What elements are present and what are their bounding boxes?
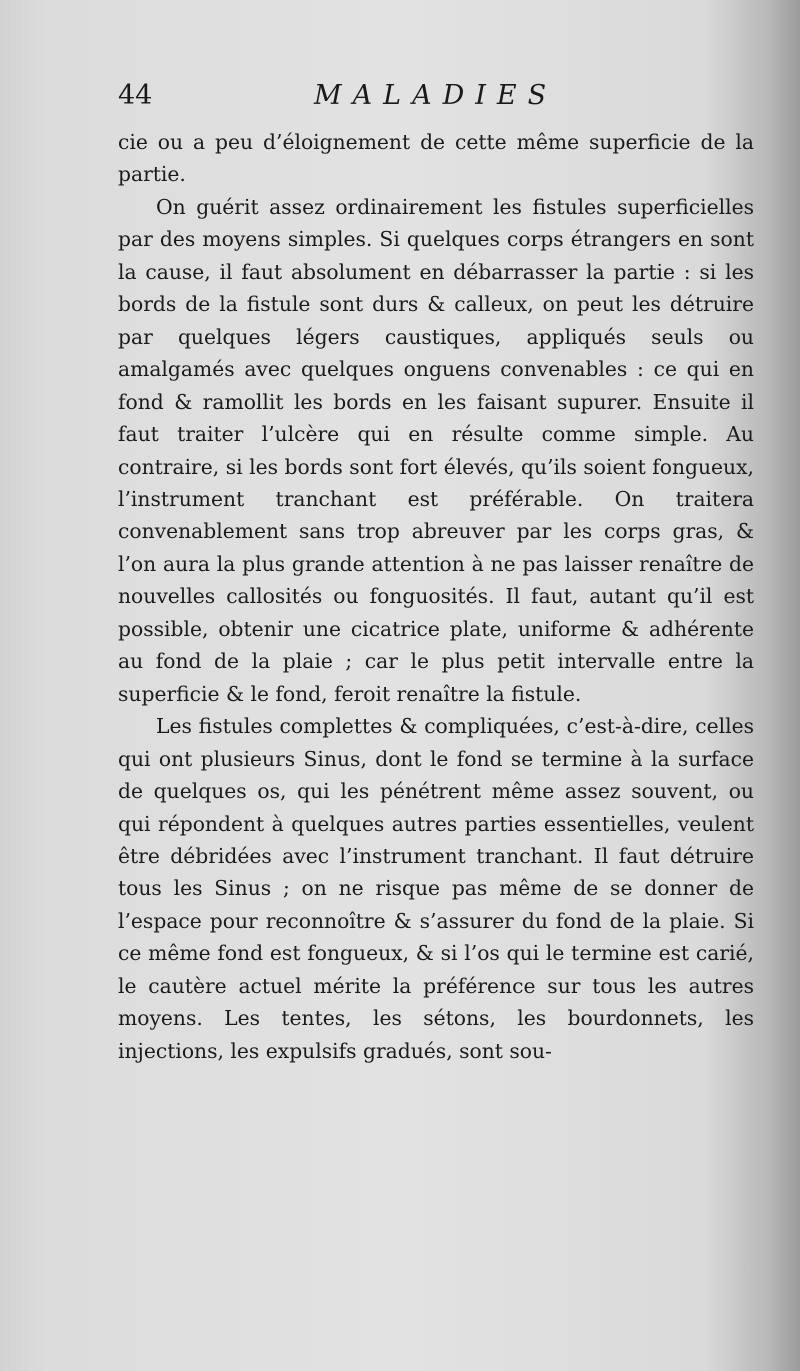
running-title: MALADIES [314,80,558,111]
page-header [118,80,758,120]
paragraph-superficial-fistulas: On guérit assez ordinairement les fistules superficielles par des moyens simples. Si quelques corps étrangers en sont la cause, il faut absolument en débarrasser la partie : si les bords de la fistule sont durs & calleux, on peut les détruire par quelques légers caustiques, appliqués seuls ou amalgamés avec quelques onguens convenables : ce qui en fond & ramollit les bords en les faisant supurer. Ensuite il faut traiter l’ulcère qui en résulte comme simple. Au contraire, si les bords sont fort élevés, qu’ils soient fongueux, l’instrument tranchant est préférable. On traitera convenablement sans trop abreuver par les corps gras, & l’on aura la plus grande attention à ne pas laisser renaître de nouvelles callosités ou fonguosités. Il faut, autant qu’il est possible, obtenir une cicatrice plate, uniforme & adhérente au fond de la plaie ; car le plus petit intervalle entre la superficie & le fond, feroit renaître la fistule. [118,194,754,706]
page-number: 44 [118,80,153,111]
paragraph-continuation: cie ou a peu d’éloignement de cette même superficie de la partie. [118,130,754,187]
body-text [118,126,754,1067]
paragraph-complex-fistulas: Les fistules complettes & compliquées, c’est-à-dire, celles qui ont plusieurs Sinus, dont le fond se termine à la surface de quelques os, qui les pénétrent même assez souvent, ou qui répondent à quelques autres parties essentielles, veulent être débridées avec l’instrument tranchant. Il faut détruire tous les Sinus ; on ne risque pas même de se donner de l’espace pour reconnoître & s’assurer du fond de la plaie. Si ce même fond est fongueux, & si l’os qui le termine est carié, le cautère actuel mérite la préférence sur tous les autres moyens. Les tentes, les sétons, les bourdonnets, les injections, les expulsifs gradués, sont sou- [118,714,754,1063]
